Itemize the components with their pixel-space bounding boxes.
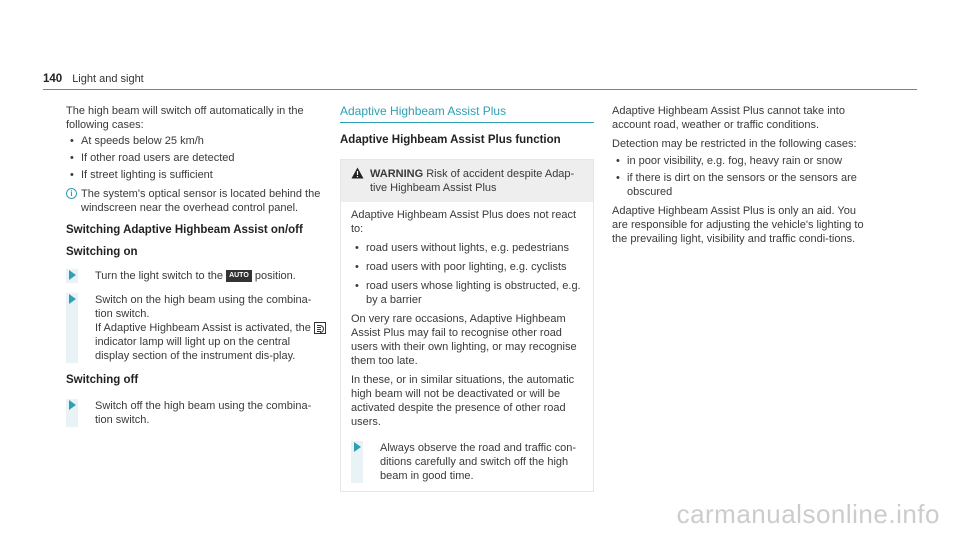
- note-text: The system's optical sensor is located behind the windscreen near the overhead control panel.: [81, 188, 321, 214]
- step-text: If Adaptive Highbeam Assist is activated, the: [95, 322, 311, 334]
- auto-switch-icon: AUTO: [226, 270, 252, 282]
- step-turn-light-switch: [66, 269, 326, 283]
- warning-label: WARNING: [370, 168, 424, 180]
- info-note: [66, 187, 326, 215]
- warning-intro: Adaptive Highbeam Assist Plus does not react to:: [351, 209, 577, 235]
- warning-header: [341, 160, 593, 202]
- header-rule: [43, 89, 917, 90]
- watermark: carmanualsonline.info: [676, 499, 940, 529]
- warning-box: [340, 159, 594, 492]
- column-2: [340, 104, 594, 492]
- page-number: 140: [43, 73, 63, 85]
- intro-text: The high beam will switch off automatically in the following cases:: [66, 105, 304, 131]
- step-text: Switch off the high beam using the combina-tion switch.: [95, 400, 312, 426]
- warning-item: • road users without lights, e.g. pedestrians: [351, 241, 583, 255]
- step-text: position.: [254, 270, 296, 282]
- case-item: • If other road users are detected: [66, 151, 326, 165]
- info-icon: i: [66, 188, 77, 199]
- subheading-on: Switching on: [66, 246, 138, 258]
- arrow-right-icon: [69, 294, 76, 304]
- warning-item: • road users whose lighting is obstructed, e.g. by a barrier: [351, 279, 583, 307]
- step-text: Switch on the high beam using the combina-tion switch.: [95, 294, 312, 320]
- arrow-right-icon: [69, 400, 76, 410]
- paragraph: Adaptive Highbeam Assist Plus cannot take into account road, weather or traffic conditions.: [612, 105, 845, 131]
- warning-item: • road users with poor lighting, e.g. cyclists: [351, 260, 583, 274]
- arrow-right-icon: [354, 442, 361, 452]
- section-title: Adaptive Highbeam Assist Plus: [340, 104, 594, 123]
- list-item: • in poor visibility, e.g. fog, heavy rain or snow: [612, 154, 872, 168]
- arrow-right-icon: [69, 270, 76, 280]
- warning-triangle-icon: [351, 167, 364, 179]
- step-text: Turn the light switch to the: [95, 270, 223, 282]
- header-title: Light and sight: [72, 73, 144, 85]
- column-3: [612, 104, 872, 246]
- page-header: [43, 72, 144, 86]
- paragraph: Adaptive Highbeam Assist Plus is only an aid. You are responsible for adjusting the vehicle's lighting to the prevailing light, visibility and traffic condi-tions.: [612, 205, 864, 245]
- warning-paragraph: On very rare occasions, Adaptive Highbeam Assist Plus may fail to recognise other road users with their own lighting, or may recognise them too late.: [351, 313, 577, 367]
- case-item: • If street lighting is sufficient: [66, 168, 326, 182]
- step-text: Always observe the road and traffic con-ditions carefully and switch off the high beam in good time.: [380, 442, 577, 482]
- step-text: indicator lamp will light up on the central display section of the instrument dis-play.: [95, 336, 296, 362]
- step-observe-road: [351, 441, 583, 483]
- paragraph: Detection may be restricted in the following cases:: [612, 138, 857, 150]
- column-1: [66, 104, 326, 427]
- subsection-title: Adaptive Highbeam Assist Plus function: [340, 134, 561, 146]
- step-switch-off-high-beam: [66, 399, 326, 427]
- warning-body: [341, 202, 593, 491]
- step-switch-on-high-beam: [66, 293, 326, 363]
- high-beam-indicator-icon: [314, 322, 326, 334]
- warning-paragraph: In these, or in similar situations, the automatic high beam will not be deactivated or will be activated despite the presence of other road users.: [351, 374, 575, 428]
- warning-text: Risk of accident despite Adap-tive Highbeam Assist Plus: [370, 168, 575, 194]
- section-heading: Switching Adaptive Highbeam Assist on/off: [66, 224, 303, 236]
- list-item: • if there is dirt on the sensors or the sensors are obscured: [612, 171, 872, 199]
- case-item: • At speeds below 25 km/h: [66, 134, 326, 148]
- subheading-off: Switching off: [66, 374, 139, 386]
